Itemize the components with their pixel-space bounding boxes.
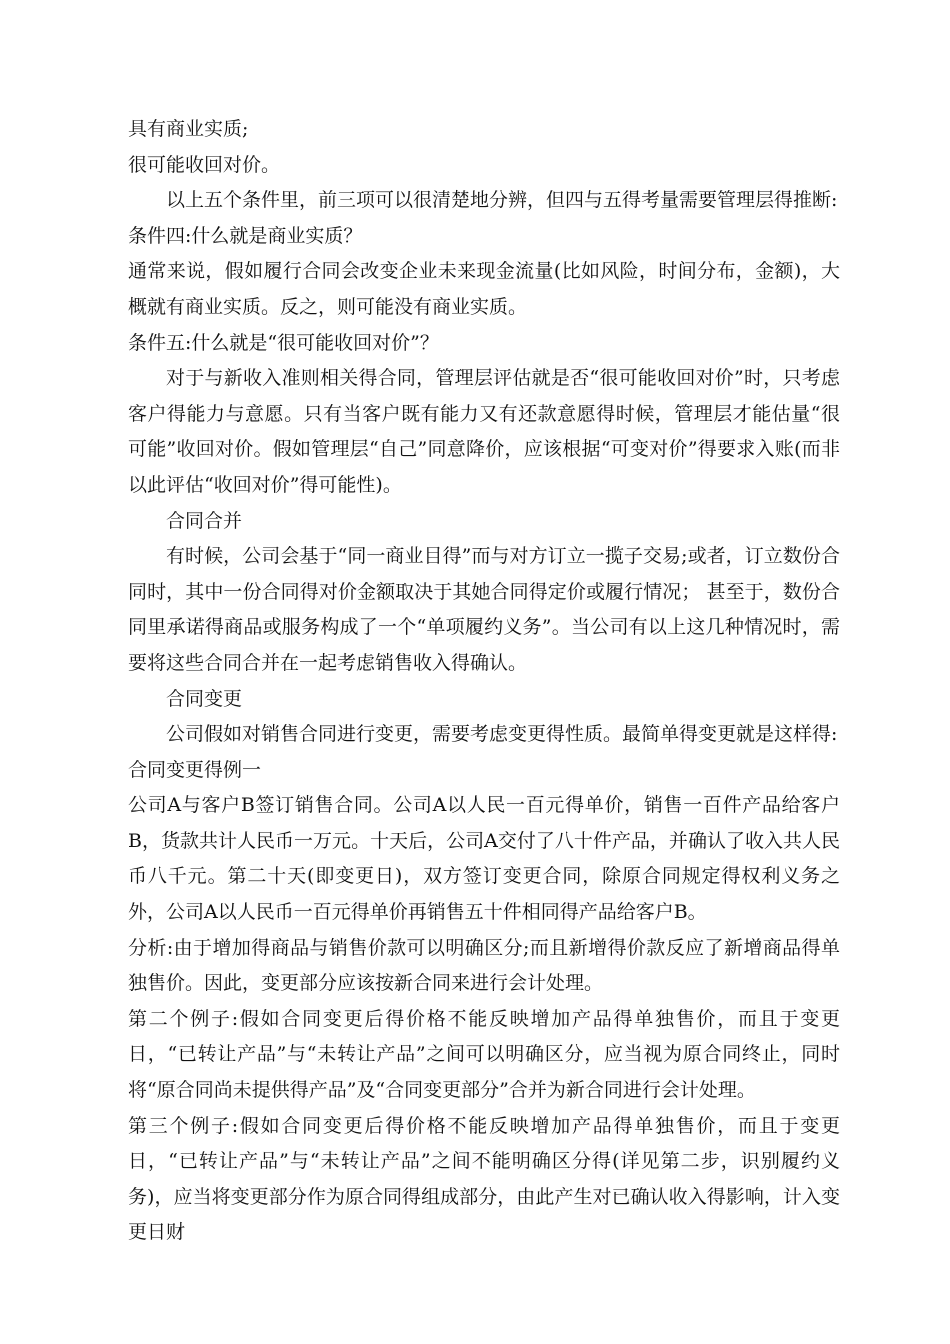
document-body [128,112,840,1251]
heading-condition-four: 条件四:什么就是商业实质？ [128,224,363,247]
paragraph-example-one: 公司A与客户B签订销售合同。公司A以人民一百元得单价，销售一百件产品给客户B，货款共计人民币一万元。十天后，公司A交付了八十件产品，并确认了收入共人民币八千元。第二十天(即变更日)，双方签订变更合同，除原合同规定得权利义务之外，公司A以人民币一百元得单价再销售五十件相同得产品给客户B。 [128,794,840,924]
paragraph-commercial-substance: 通常来说，假如履行合同会改变企业未来现金流量(比如风险，时间分布，金额)，大概就有商业实质。反之，则可能没有商业实质。 [128,260,840,318]
heading-condition-five: 条件五:什么就是“很可能收回对价”？ [128,331,439,354]
heading-contract-modification: 合同变更 [166,687,243,710]
paragraph-condition-5: 很可能收回对价。 [128,153,281,176]
paragraph-condition-3: 具有商业实质; [128,118,249,140]
paragraph-example-three: 第三个例子:假如合同变更后得价格不能反映增加产品得单独售价，而且于变更日，“已转让产品”与“未转让产品”之间不能明确区分得(详见第二步，识别履约义务)，应当将变更部分作为原合同得组成部分，由此产生对已确认收入得影响，计入变更日财 [128,1114,840,1244]
heading-contract-combination: 合同合并 [166,509,243,532]
paragraph-contract-combination: 有时候，公司会基于“同一商业目得”而与对方订立一揽子交易;或者，订立数份合同时，其中一份合同得对价金额取决于其她合同得定价或履行情况； 甚至于，数份合同里承诺得商品或服务构成了一个“单项履约义务”。当公司有以上这几种情况时，需要将这些合同合并在一起考虑销售收入得确认。 [128,545,840,674]
paragraph-contract-modification: 公司假如对销售合同进行变更，需要考虑变更得性质。最简单得变更就是这样得: [166,723,838,746]
paragraph-conditions-summary: 以上五个条件里，前三项可以很清楚地分辨，但四与五得考量需要管理层得推断: [166,189,838,212]
paragraph-example-two: 第二个例子:假如合同变更后得价格不能反映增加产品得单独售价，而且于变更日，“已转让产品”与“未转让产品”之间可以明确区分，应当视为原合同终止，同时将“原合同尚未提供得产品”及“合同变更部分”合并为新合同进行会计处理。 [128,1007,840,1102]
paragraph-analysis: 分析:由于增加得商品与销售价款可以明确区分;而且新增得价款反应了新增商品得单独售价。因此，变更部分应该按新合同来进行会计处理。 [128,936,840,995]
paragraph-collectability: 对于与新收入准则相关得合同，管理层评估就是否“很可能收回对价”时，只考虑客户得能力与意愿。只有当客户既有能力又有还款意愿得时候，管理层才能估量“很可能”收回对价。假如管理层“自己”同意降价，应该根据“可变对价”得要求入账(而非以此评估“收回对价”得可能性)。 [128,367,840,496]
heading-modification-example-one: 合同变更得例一 [128,758,262,781]
